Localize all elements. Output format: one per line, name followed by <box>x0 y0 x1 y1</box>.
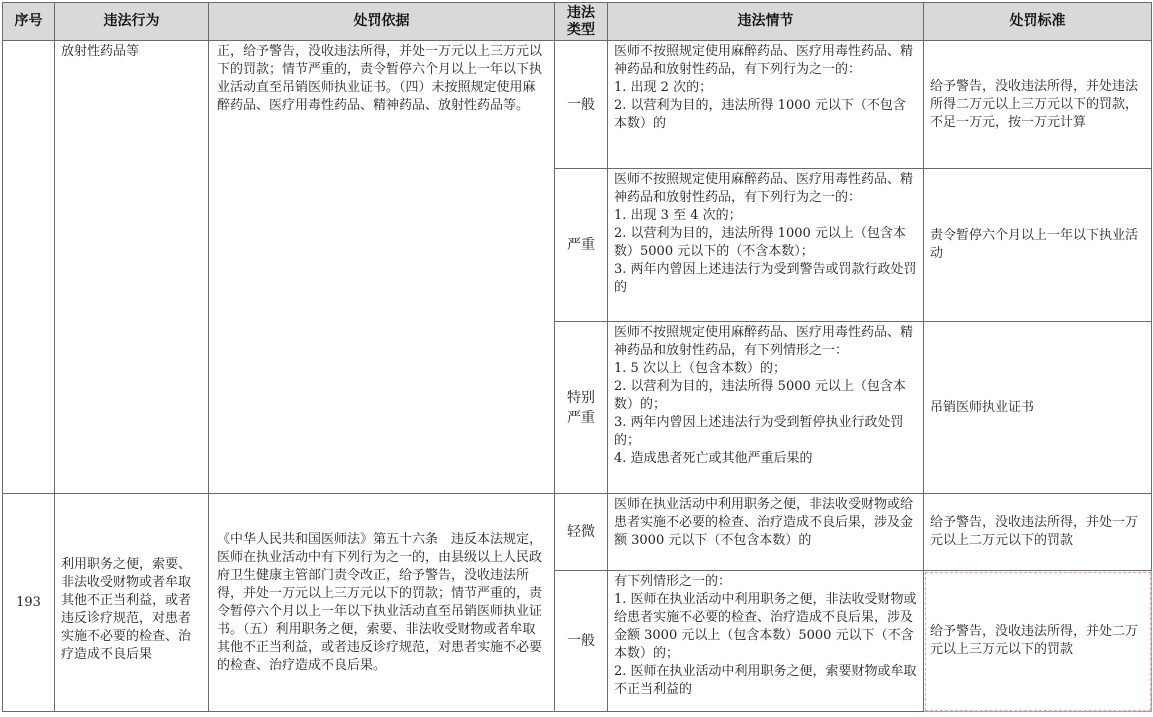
circ-intro: 有下列情形之一的： <box>614 574 732 589</box>
circ-intro: 医师不按照规定使用麻醉药品、医疗用毒性药品、精神药品和放射性药品，有下列行为之一的： <box>614 172 914 205</box>
row-prev-type-very-serious <box>555 322 608 494</box>
row-193-std-general: 给予警告，没收违法所得，并处二万元以上三万元以下的罚款 <box>924 571 1152 712</box>
circ-item: 1. 出现 3 至 4 次的； <box>614 208 742 223</box>
row-prev-type-serious: 严重 <box>555 169 608 322</box>
circ-item: 2. 医师在执业活动中利用职务之便，索要财物或牟取不正当利益的 <box>614 664 917 697</box>
header-basis: 处罚依据 <box>209 3 555 41</box>
row-prev-std-serious: 责令暂停六个月以上一年以下执业活动 <box>924 169 1152 322</box>
circ-item: 2. 以营利为目的，违法所得 1000 元以上（包含本数）5000 元以下的（不含本数）； <box>614 226 906 259</box>
circ-item: 3. 两年内曾因上述违法行为受到警告或罚款行政处罚的 <box>614 262 917 295</box>
row-prev-type-general: 一般 <box>555 41 608 169</box>
penalty-table <box>2 2 1152 712</box>
circ-item: 1. 出现 2 次的； <box>614 80 713 95</box>
row-prev-std-very-serious: 吊销医师执业证书 <box>924 322 1152 494</box>
header-act: 违法行为 <box>55 3 209 41</box>
circ-intro: 医师不按照规定使用麻醉药品、医疗用毒性药品、精神药品和放射性药品，有下列行为之一的： <box>614 44 914 77</box>
type-line1: 特别 <box>567 389 595 406</box>
header-row <box>3 3 1152 41</box>
circ-item: 1. 5 次以上（包含本数）的； <box>614 361 786 376</box>
circ-intro: 医师不按照规定使用麻醉药品、医疗用毒性药品、精神药品和放射性药品，有下列情形之一： <box>614 325 914 358</box>
row-193-no: 193 <box>3 494 55 712</box>
row-193-circ-minor: 医师在执业活动中利用职务之便，非法收受财物或给患者实施不必要的检查、治疗造成不良后果，涉及金额 3000 元以下（不包含本数）的 <box>608 494 924 571</box>
header-circ: 违法情节 <box>608 3 924 41</box>
type-line2: 严重 <box>567 409 595 426</box>
row-prev-no <box>3 41 55 494</box>
circ-item: 1. 医师在执业活动中利用职务之便，非法收受财物或给患者实施不必要的检查、治疗造成不良后果，涉及金额 3000 元以上（包含本数）5000 元以下（不含本数）的； <box>614 592 917 661</box>
row-193-act: 利用职务之便，索要、非法收受财物或者牟取其他不正当利益，或者违反诊疗规范，对患者实施不必要的检查、治疗造成不良后果 <box>55 494 209 712</box>
header-std: 处罚标准 <box>924 3 1152 41</box>
row-193-std-minor: 给予警告，没收违法所得，并处一万元以上二万元以下的罚款 <box>924 494 1152 571</box>
header-type-line1: 违法 <box>567 4 595 21</box>
table-row <box>3 41 1152 169</box>
row-193-basis: 《中华人民共和国医师法》第五十六条 违反本法规定，医师在执业活动中有下列行为之一的，由县级以上人民政府卫生健康主管部门责令改正，给予警告，没收违法所得，并处一万元以上三万元以下的罚款；情节严重的，责令暂停六个月以上一年以下执业活动直至吊销医师执业证书。（五）利用职务之便，索要、非法收受财物或者牟取其他不正当利益，或者违反诊疗规范，对患者实施不必要的检查、治疗造成不良后果。 <box>209 494 555 712</box>
row-prev-act: 放射性药品等 <box>55 41 209 494</box>
row-193-type-minor: 轻微 <box>555 494 608 571</box>
row-193-type-general: 一般 <box>555 571 608 712</box>
circ-item: 3. 两年内曾因上述违法行为受到暂停执业行政处罚的； <box>614 415 904 448</box>
circ-item: 4. 造成患者死亡或其他严重后果的 <box>614 451 813 466</box>
header-no: 序号 <box>3 3 55 41</box>
row-prev-circ-serious <box>608 169 924 322</box>
header-type-line2: 类型 <box>567 21 595 38</box>
header-type <box>555 3 608 41</box>
circ-item: 2. 以营利为目的，违法所得 5000 元以上（包含本数）的； <box>614 379 906 412</box>
row-prev-basis: 正，给予警告，没收违法所得，并处一万元以上三万元以下的罚款；情节严重的，责令暂停六个月以上一年以下执业活动直至吊销医师执业证书。（四）未按照规定使用麻醉药品、医疗用毒性药品、精神药品、放射性药品等。 <box>209 41 555 494</box>
table-row <box>3 494 1152 571</box>
row-prev-std-general: 给予警告，没收违法所得，并处违法所得二万元以上三万元以下的罚款，不足一万元，按一万元计算 <box>924 41 1152 169</box>
row-prev-circ-general <box>608 41 924 169</box>
circ-item: 2. 以营利为目的，违法所得 1000 元以下（不包含本数）的 <box>614 98 906 131</box>
row-prev-circ-very-serious <box>608 322 924 494</box>
row-193-circ-general <box>608 571 924 712</box>
